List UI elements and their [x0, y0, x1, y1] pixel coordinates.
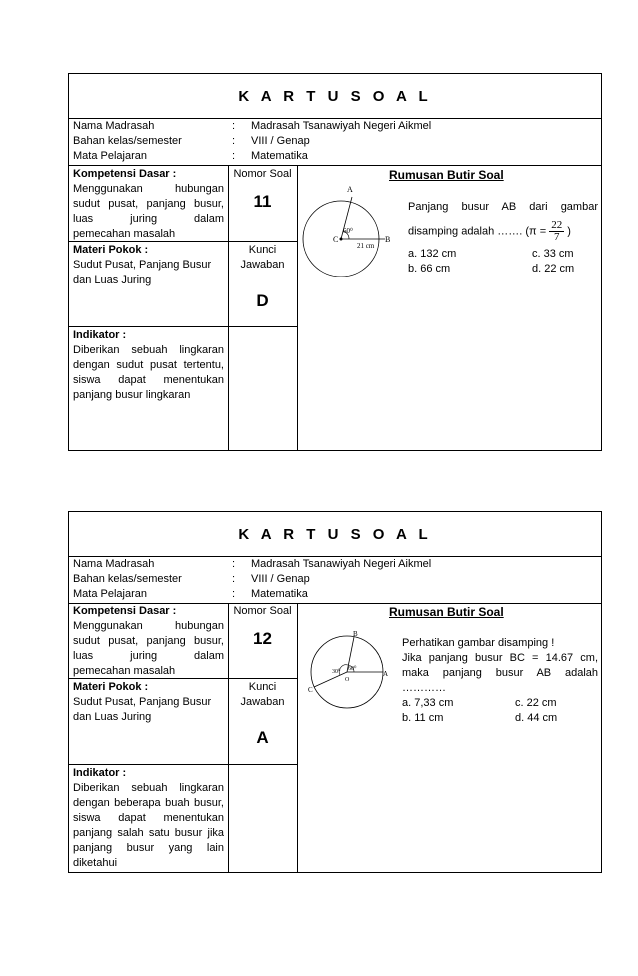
mapel-label: Mata Pelajaran — [73, 150, 147, 162]
point-b-label: B — [353, 630, 358, 638]
question-text-2: Jika panjang busur BC = 14.67 cm, maka panjang busur AB adalah ………… — [402, 652, 598, 694]
mapel-value: Matematika — [251, 588, 308, 600]
point-o-label: O — [345, 677, 350, 683]
point-c-label: C — [333, 235, 339, 244]
indikator-label: Indikator : — [73, 329, 127, 341]
question-text: Panjang busur AB dari gambar — [408, 201, 598, 213]
angle-label-1: 30⁰ — [332, 669, 341, 675]
nomor-soal-label: Nomor Soal — [233, 605, 292, 617]
option-a: a. 132 cm — [408, 248, 457, 260]
colon: : — [232, 120, 236, 132]
madrasah-label: Nama Madrasah — [73, 558, 155, 570]
colon: : — [232, 558, 236, 570]
kd-line: luas juring dalam — [73, 650, 224, 662]
nomor-soal-value: 12 — [253, 629, 272, 648]
card-info — [69, 118, 601, 166]
kd-line: sudut pusat, panjang busur, — [73, 198, 224, 210]
pi-fraction — [549, 220, 564, 243]
kunci-value: A — [256, 728, 269, 747]
nomor-soal-value: 11 — [253, 192, 272, 211]
kunci-value: D — [256, 291, 269, 310]
colon: : — [232, 573, 236, 585]
point-b-label: B — [385, 235, 391, 244]
madrasah-value: Madrasah Tsanawiyah Negeri Aikmel — [251, 120, 432, 132]
option-d: d. 44 cm — [515, 712, 558, 724]
option-c: c. 33 cm — [532, 248, 574, 260]
colon: : — [232, 135, 236, 147]
pi-denominator: 7 — [553, 231, 560, 243]
card-info — [69, 556, 601, 604]
kunci-label: Kunci — [248, 244, 277, 256]
kd-line: sudut pusat, panjang busur, — [73, 635, 224, 647]
materi-label: Materi Pokok : — [73, 681, 149, 693]
option-b: b. 66 cm — [408, 263, 451, 275]
nomor-soal-label: Nomor Soal — [233, 168, 292, 180]
point-c-label: C — [308, 686, 313, 694]
kelas-value: VIII / Genap — [251, 135, 310, 147]
kunci-label: Jawaban — [240, 696, 285, 708]
pi-numerator: 22 — [551, 219, 563, 231]
kunci-label: Kunci — [248, 681, 277, 693]
question-text: Perhatikan gambar disamping ! — [402, 637, 555, 649]
option-d: d. 22 cm — [532, 263, 575, 275]
rumusan-title: Rumusan Butir Soal — [389, 605, 504, 619]
circle-figure — [305, 630, 395, 710]
question-formula — [408, 220, 598, 243]
point-a-label: A — [347, 185, 353, 194]
madrasah-label: Nama Madrasah — [73, 120, 155, 132]
question-card-12 — [68, 511, 602, 873]
indikator-label: Indikator : — [73, 767, 127, 779]
circle-figure — [301, 182, 396, 277]
angle-label: 60⁰ — [343, 227, 353, 235]
indikator-text: Diberikan sebuah lingkaran dengan beberapa buah busur, siswa dapat menentukan panjang salah satu busur jika panjang busur yang lain diketahui — [73, 782, 224, 869]
colon: : — [232, 588, 236, 600]
kd-label: Kompetensi Dasar : — [73, 168, 177, 180]
kelas-label: Bahan kelas/semester — [73, 135, 182, 147]
option-a: a. 7,33 cm — [402, 697, 454, 709]
kd-label: Kompetensi Dasar : — [73, 605, 177, 617]
pi-close: ) — [564, 225, 571, 238]
materi-text: Sudut Pusat, Panjang Busur dan Luas Juring — [73, 696, 212, 723]
card-title: K A R T U S O A L — [69, 512, 601, 557]
indikator-text: Diberikan sebuah lingkaran dengan sudut pusat tertentu, siswa dapat menentukan panjang busur lingkaran — [73, 344, 224, 401]
angle-label-2: 60⁰ — [348, 666, 357, 672]
card-title: K A R T U S O A L — [69, 74, 601, 119]
kelas-label: Bahan kelas/semester — [73, 573, 182, 585]
kd-line: luas juring dalam — [73, 213, 224, 225]
kunci-label: Jawaban — [240, 259, 285, 271]
option-c: c. 22 cm — [515, 697, 557, 709]
kelas-value: VIII / Genap — [251, 573, 310, 585]
question-text-2: disamping adalah ……. (π = — [408, 225, 550, 238]
question-card-11 — [68, 73, 602, 451]
materi-label: Materi Pokok : — [73, 244, 149, 256]
kd-line: Menggunakan hubungan — [73, 183, 224, 195]
rumusan-title: Rumusan Butir Soal — [389, 168, 504, 182]
point-a-label: A — [383, 670, 389, 678]
kd-line: Menggunakan hubungan — [73, 620, 224, 632]
kd-line: pemecahan masalah — [73, 228, 176, 240]
madrasah-value: Madrasah Tsanawiyah Negeri Aikmel — [251, 558, 432, 570]
radius-label: 21 cm — [357, 242, 375, 250]
kd-line: pemecahan masalah — [73, 665, 176, 677]
mapel-value: Matematika — [251, 150, 308, 162]
colon: : — [232, 150, 236, 162]
option-b: b. 11 cm — [402, 712, 444, 724]
materi-text: Sudut Pusat, Panjang Busur dan Luas Juring — [73, 259, 212, 286]
mapel-label: Mata Pelajaran — [73, 588, 147, 600]
